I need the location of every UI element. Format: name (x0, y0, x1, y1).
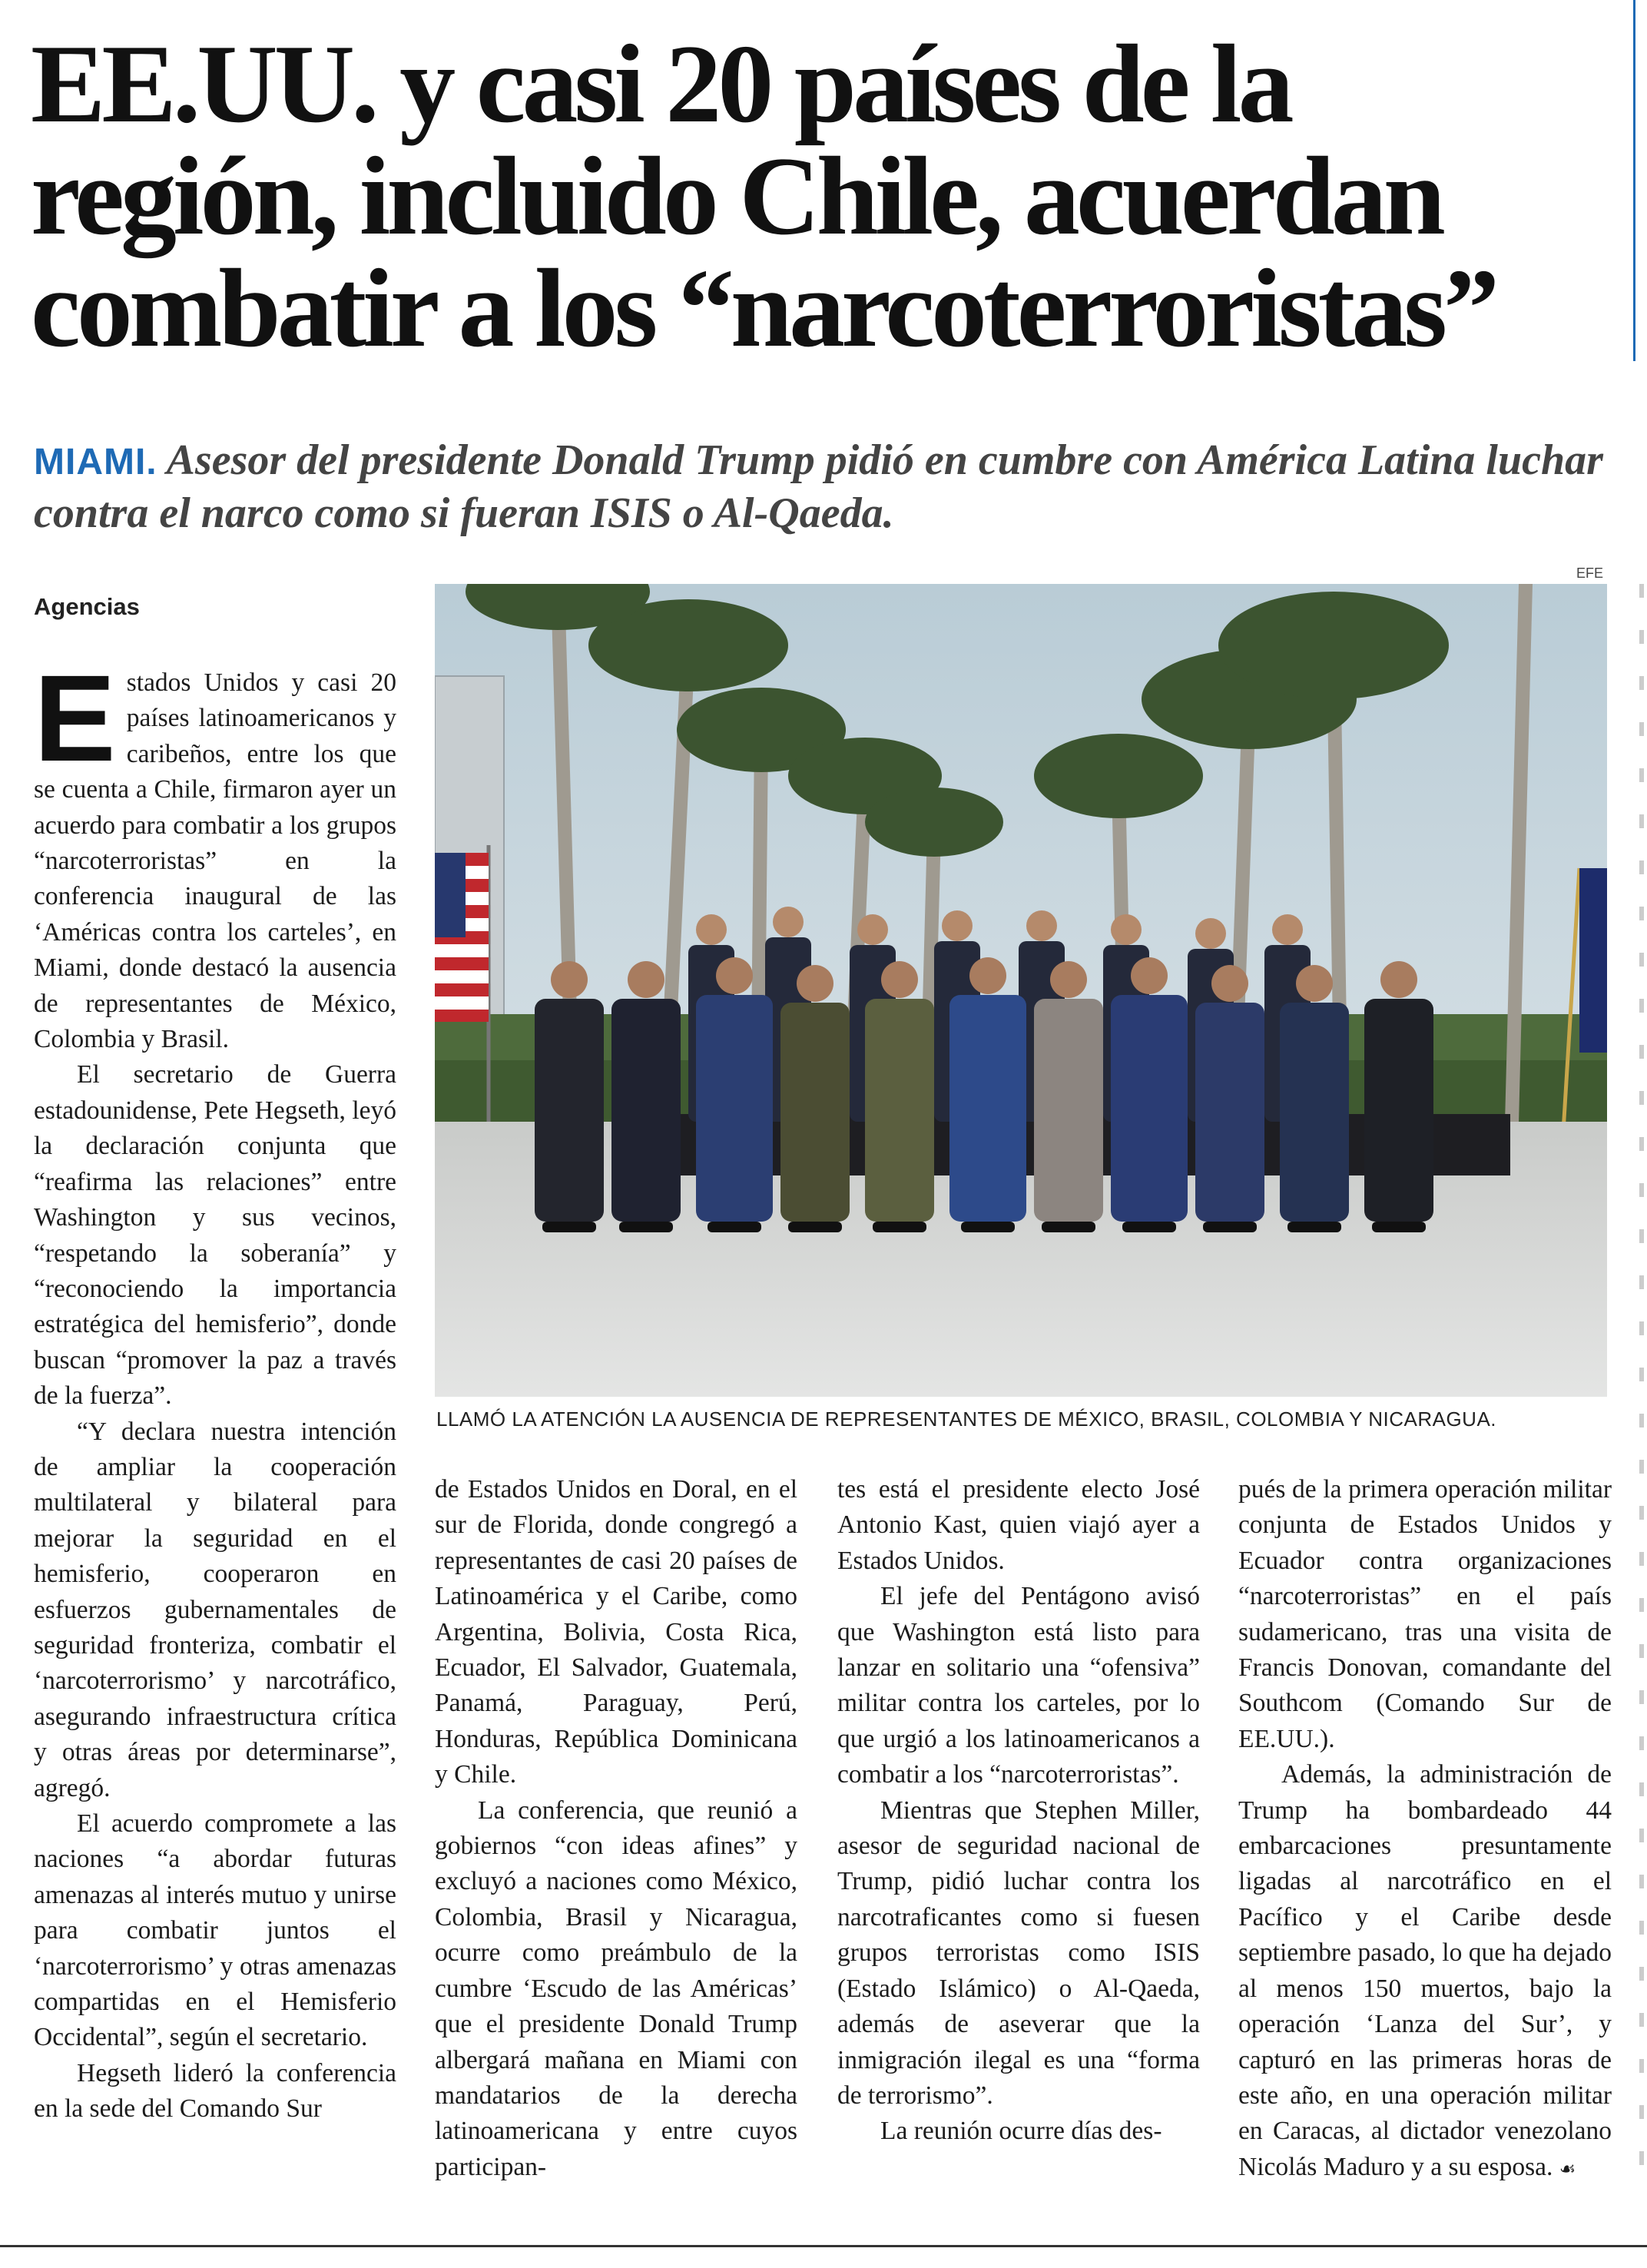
headline-line-1: EE.UU. y casi 20 países de la (31, 22, 1291, 146)
paragraph-3: “Y declara nuestra intención de ampliar la cooperación multilateral y bilateral para mejorar la seguridad en el hemisferio, cooperaron en esfuerzos gubernamentales de seguridad fronteriza, combatir el ‘narcoterrorismo’ y narcotráfico, asegurando infraestructura crítica y otras áreas por determinarse”, agregó. (34, 1417, 396, 1802)
drop-cap: E (34, 649, 116, 787)
byline: Agencias (34, 593, 140, 620)
paragraph-8: tes está el presidente electo José Antonio Kast, quien viajó ayer a Estados Unidos. (837, 1475, 1200, 1575)
article-column-1 (34, 649, 396, 2127)
right-margin-rule (1633, 0, 1635, 361)
paragraph-9: El jefe del Pentágono avisó que Washington está listo para lanzar en solitario una “ofensiva” militar contra los carteles, por lo que urgió a los latinoamericanos a combatir a los “narcoterroristas”. (837, 1582, 1200, 1789)
paragraph-2: El secretario de Guerra estadounidense, Pete Hegseth, leyó la declaración conjunta que “reafirma las relaciones” entre Washington y sus vecinos, “respetando la soberanía” y “reconociendo la importancia estratégica del hemisferio”, donde buscan “promover la paz a través de la fuerza”. (34, 1060, 396, 1411)
paragraph-6: de Estados Unidos en Doral, en el sur de Florida, donde congregó a representantes de casi 20 países de Latinoamérica y el Caribe, como Argentina, Bolivia, Costa Rica, Ecuador, El Salvador, Guatemala, Panamá, Paraguay, Perú, Honduras, República Dominicana y Chile. (435, 1475, 797, 1789)
end-mark-icon: ☙ (1559, 2158, 1576, 2180)
paragraph-4: El acuerdo compromete a las naciones “a abordar futuras amenazas al interés mutuo y unirse para combatir juntos el ‘narcoterrorismo’ y otras amenazas compartidas en el Hemisferio Occidental”, según el secretario. (34, 1809, 396, 2052)
bottom-rule (0, 2245, 1647, 2247)
dateline-place: MIAMI. (34, 442, 157, 482)
article-column-4 (1238, 1472, 1612, 2187)
article-column-3 (837, 1472, 1200, 2150)
paragraph-13 (1238, 1757, 1612, 2187)
paragraph-7: La conferencia, que reunió a gobiernos “con ideas afines” y excluyó a naciones como México, Colombia, Brasil y Nicaragua, ocurre como preámbulo de la cumbre ‘Escudo de las Américas’ que el presidente Donald Trump albergará mañana en Miami con mandatarios de la derecha latinoamericana y entre cuyos participan- (435, 1796, 797, 2181)
deck-subheadline (34, 435, 1609, 539)
paragraph-12: pués de la primera operación militar conjunta de Estados Unidos y Ecuador contra organizaciones “narcoterroristas” en el país sudamericano, tras una visita de Francis Donovan, comandante del Southcom (Comando Sur de EE.UU.). (1238, 1475, 1612, 1753)
group-photo (435, 584, 1607, 1397)
photo-credit: EFE (1576, 565, 1604, 581)
photo-caption: LLAMÓ LA ATENCIÓN LA AUSENCIA DE REPRESENTANTES DE MÉXICO, BRASIL, COLOMBIA Y NICARAGUA. (436, 1408, 1497, 1431)
headline-line-2: región, incluido Chile, acuerdan (31, 134, 1442, 258)
paragraph-5: Hegseth lideró la conferencia en la sede del Comando Sur (34, 2058, 396, 2124)
paragraph-11: La reunión ocurre días des- (880, 2117, 1162, 2146)
headline-line-3: combatir a los “narcoterroristas” (31, 246, 1496, 370)
paragraph-10: Mientras que Stephen Miller, asesor de seguridad nacional de Trump, pidió luchar contra los narcotraficantes como si fuesen grupos terroristas como ISIS (Estado Islámico) o Al-Qaeda, además de aseverar que la inmigración ilegal es una “forma de terrorismo”. (837, 1796, 1200, 2110)
paragraph-13-text: Además, la administración de Trump ha bombardeado 44 embarcaciones presuntamente ligadas al narcotráfico en el Pacífico y el Caribe desde septiembre pasado, lo que ha dejado al menos 150 muertos, bajo la operación ‘Lanza del Sur’, y capturó en las primeras horas de este año, en una operación militar en Caracas, al dictador venezolano Nicolás Maduro y a su esposa. (1238, 1760, 1612, 2181)
headline (31, 22, 1613, 370)
deck-text: Asesor del presidente Donald Trump pidió en cumbre con América Latina luchar contra el narco como si fueran ISIS o Al-Qaeda. (34, 436, 1603, 537)
paragraph-1 (34, 649, 396, 1057)
paragraph-1-text: stados Unidos y casi 20 países latinoamericanos y caribeños, entre los que se cuenta a Chile, firmaron ayer un acuerdo para combatir a los grupos “narcoterroristas” en la conferencia inaugural de las ‘Américas contra los carteles’, en Miami, donde destacó la ausencia de representantes de México, Colombia y Brasil. (34, 668, 396, 1054)
article-column-2 (435, 1472, 797, 2185)
adjacent-page-edge (1639, 584, 1644, 2197)
